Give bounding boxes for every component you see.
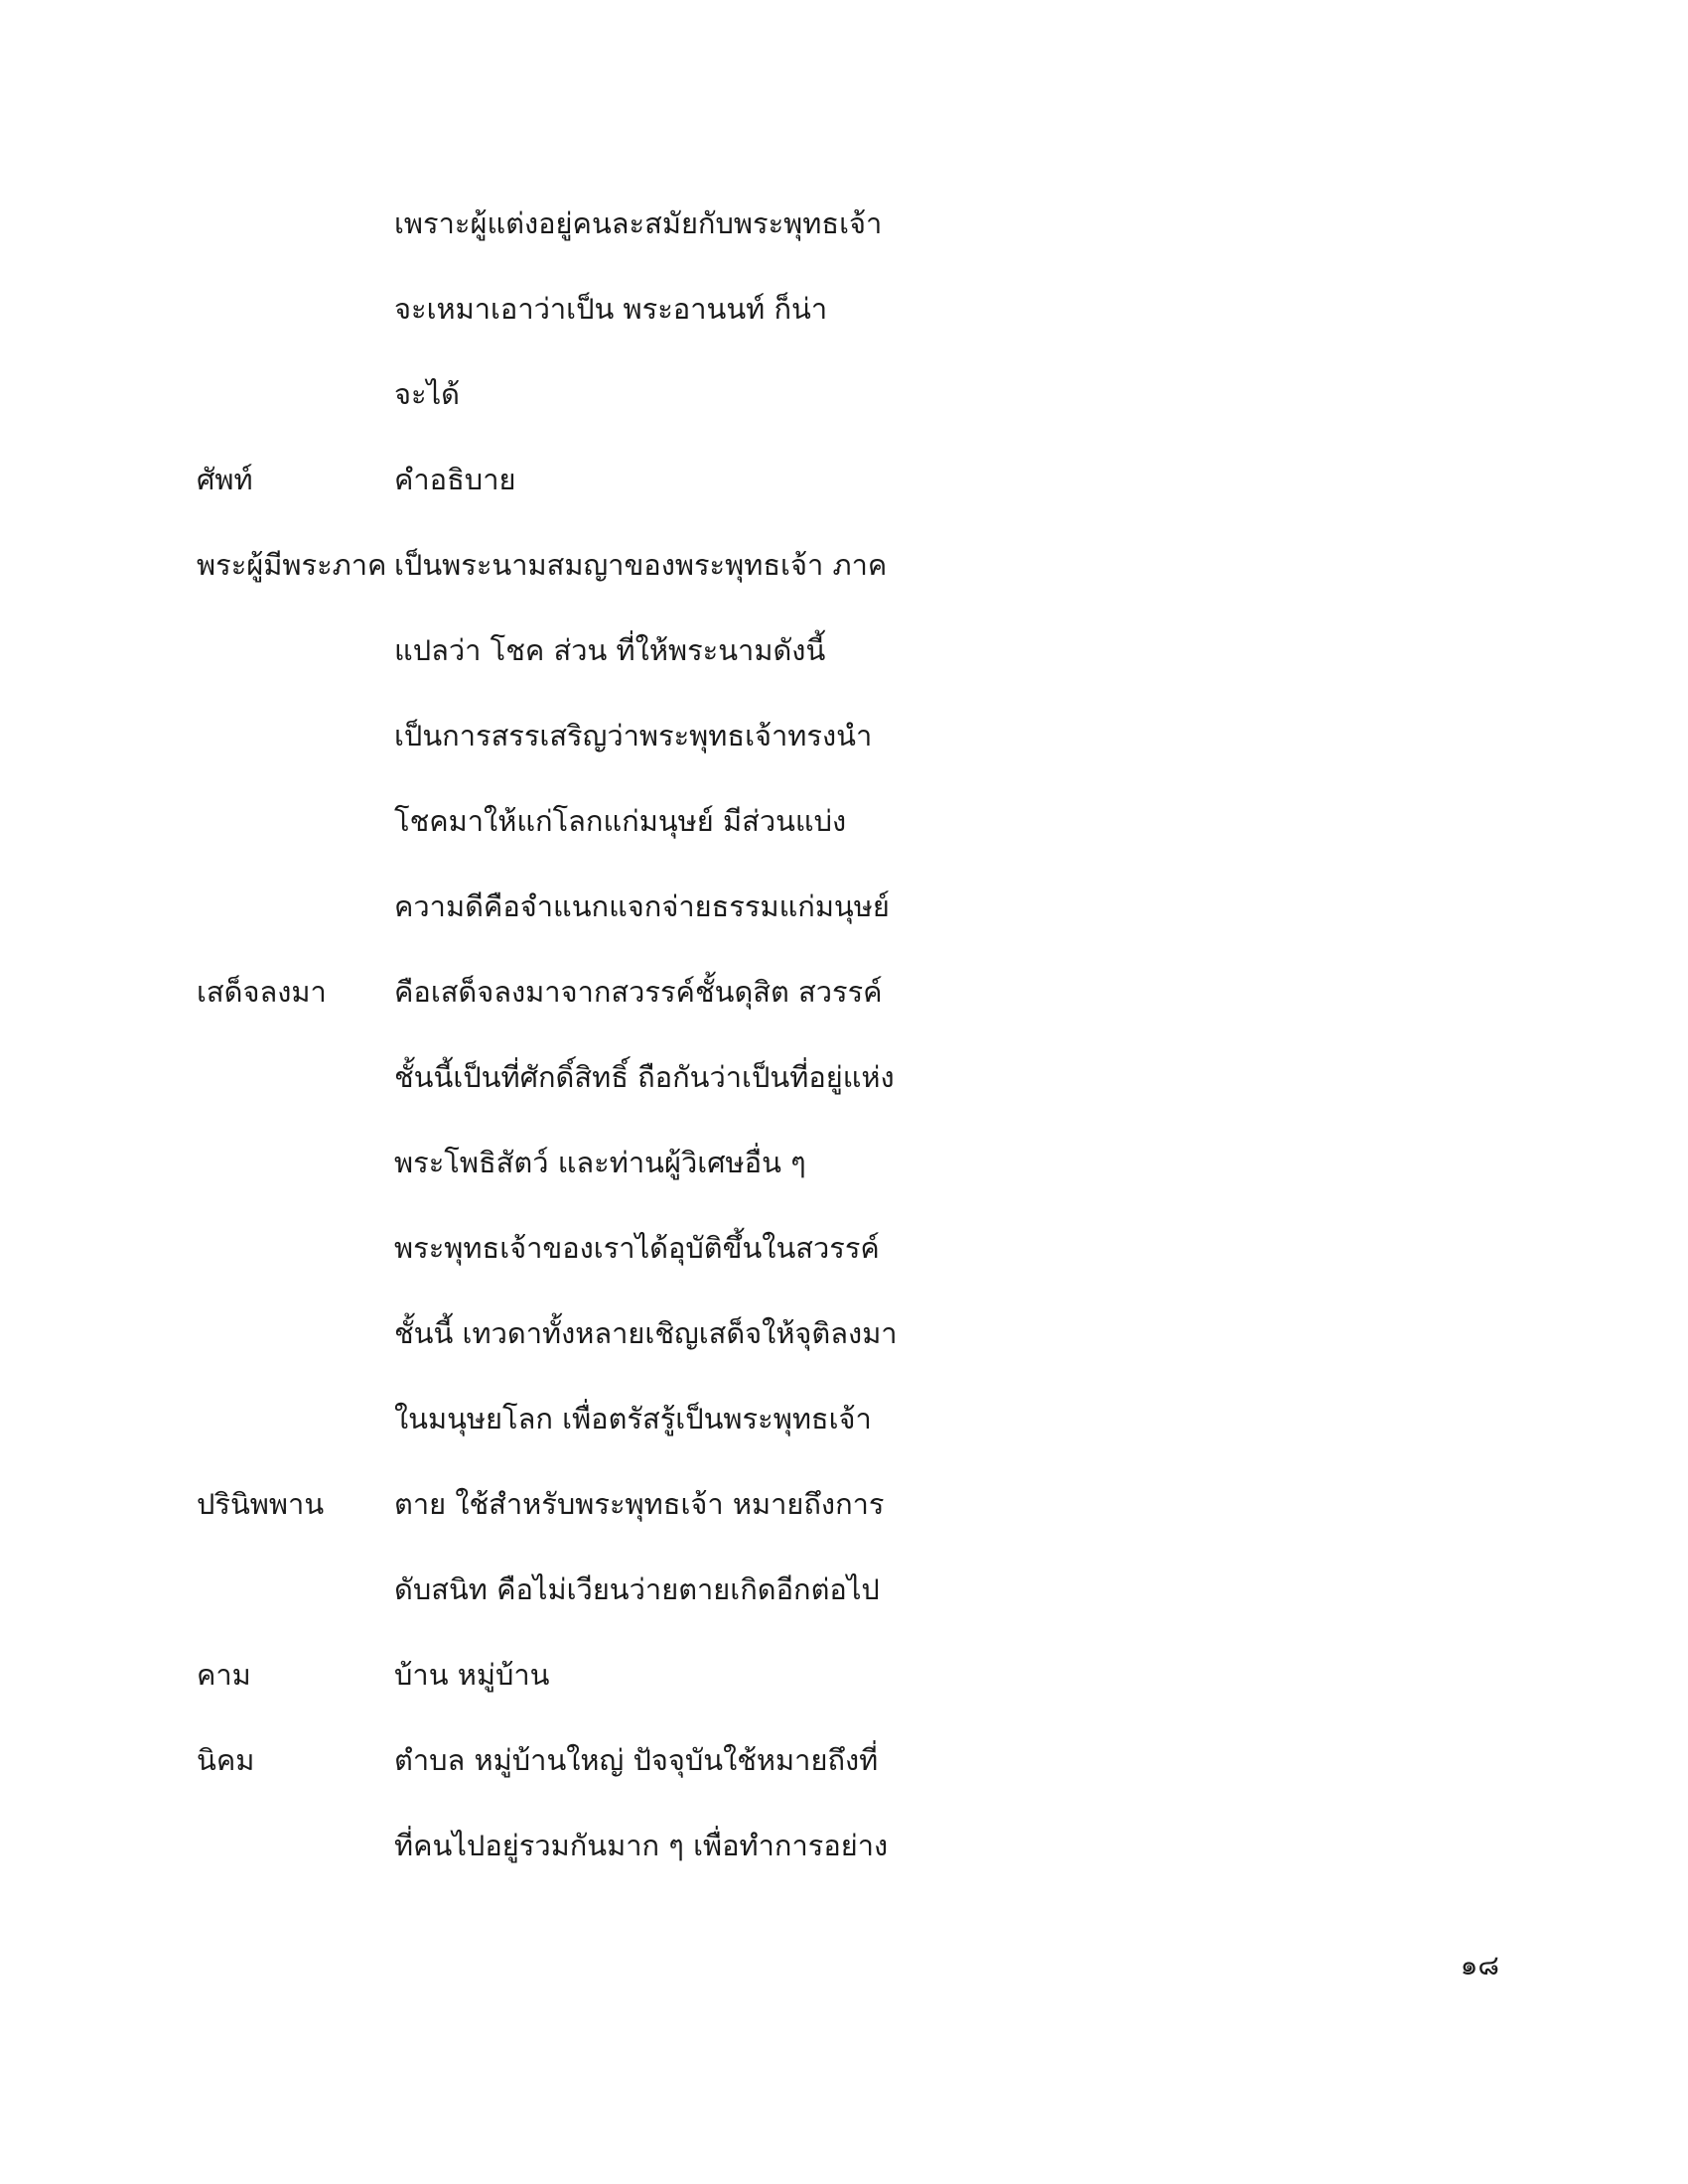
glossary-term: ปรินิพพาน [197, 1487, 325, 1521]
glossary-definition: โชคมาให้แก่โลกแก่มนุษย์ มีส่วนแบ่ง [394, 804, 847, 838]
glossary-line [0, 1461, 1688, 1547]
glossary-definition: ชั้นนี้เป็นที่ศักดิ์สิทธิ์ ถือกันว่าเป็นที่อยู่แห่ง [394, 1060, 895, 1094]
glossary-definition: ที่คนไปอยู่รวมกันมาก ๆ เพื่อทำการอย่าง [394, 1829, 889, 1862]
glossary-definition: ในมนุษยโลก เพื่อตรัสรู้เป็นพระพุทธเจ้า [394, 1402, 872, 1435]
glossary-line [0, 266, 1688, 351]
glossary-line [0, 1803, 1688, 1888]
glossary-definition: เพราะผู้แต่งอยู่คนละสมัยกับพระพุทธเจ้า [394, 206, 883, 240]
glossary-definition: คือเสด็จลงมาจากสวรรค์ชั้นดุสิต สวรรค์ [394, 975, 883, 1009]
glossary-line [0, 1034, 1688, 1120]
glossary-definition: ชั้นนี้ เทวดาทั้งหลายเชิญเสด็จให้จุติลงมา [394, 1316, 898, 1350]
glossary-line [0, 1717, 1688, 1803]
glossary-line [0, 351, 1688, 437]
glossary-term: พระผู้มีพระภาค [197, 548, 387, 582]
glossary-line [0, 181, 1688, 266]
glossary-term: เสด็จลงมา [197, 975, 327, 1009]
glossary-line [0, 608, 1688, 693]
glossary-line [0, 864, 1688, 949]
glossary-line [0, 949, 1688, 1034]
glossary-definition: จะเหมาเอาว่าเป็น พระอานนท์ ก็น่า [394, 292, 828, 326]
glossary-definition: ดับสนิท คือไม่เวียนว่ายตายเกิดอีกต่อไป [394, 1572, 880, 1606]
glossary-line [0, 1120, 1688, 1205]
glossary-line [0, 778, 1688, 864]
glossary-line [0, 693, 1688, 778]
glossary-definition: เป็นการสรรเสริญว่าพระพุทธเจ้าทรงนำ [394, 719, 873, 752]
glossary-line [0, 1376, 1688, 1461]
column-header-definition: คำอธิบาย [394, 463, 516, 496]
column-header-term: ศัพท์ [197, 463, 253, 496]
glossary-definition: พระพุทธเจ้าของเราได้อุบัติขึ้นในสวรรค์ [394, 1231, 880, 1265]
glossary-definition: เป็นพระนามสมญาของพระพุทธเจ้า ภาค [394, 548, 888, 582]
glossary-line [0, 1205, 1688, 1291]
glossary-definition: บ้าน หมู่บ้าน [394, 1658, 550, 1692]
glossary-definition: จะได้ [394, 377, 460, 411]
page-number: ๑๘ [1460, 1949, 1499, 1981]
glossary-term: คาม [197, 1658, 251, 1692]
glossary-definition: แปลว่า โชค ส่วน ที่ให้พระนามดังนี้ [394, 633, 826, 667]
glossary-line [0, 522, 1688, 608]
glossary-line [0, 1547, 1688, 1632]
glossary-definition: ความดีคือจำแนกแจกจ่ายธรรมแก่มนุษย์ [394, 889, 890, 923]
glossary-definition: ตาย ใช้สำหรับพระพุทธเจ้า หมายถึงการ [394, 1487, 885, 1521]
glossary-header-row [0, 437, 1688, 522]
glossary-line [0, 1632, 1688, 1717]
glossary-term: นิคม [197, 1743, 255, 1777]
glossary-definition: พระโพธิสัตว์ และท่านผู้วิเศษอื่น ๆ [394, 1146, 806, 1179]
glossary-definition: ตำบล หมู่บ้านใหญ่ ปัจจุบันใช้หมายถึงที่ [394, 1743, 879, 1777]
glossary-line [0, 1291, 1688, 1376]
